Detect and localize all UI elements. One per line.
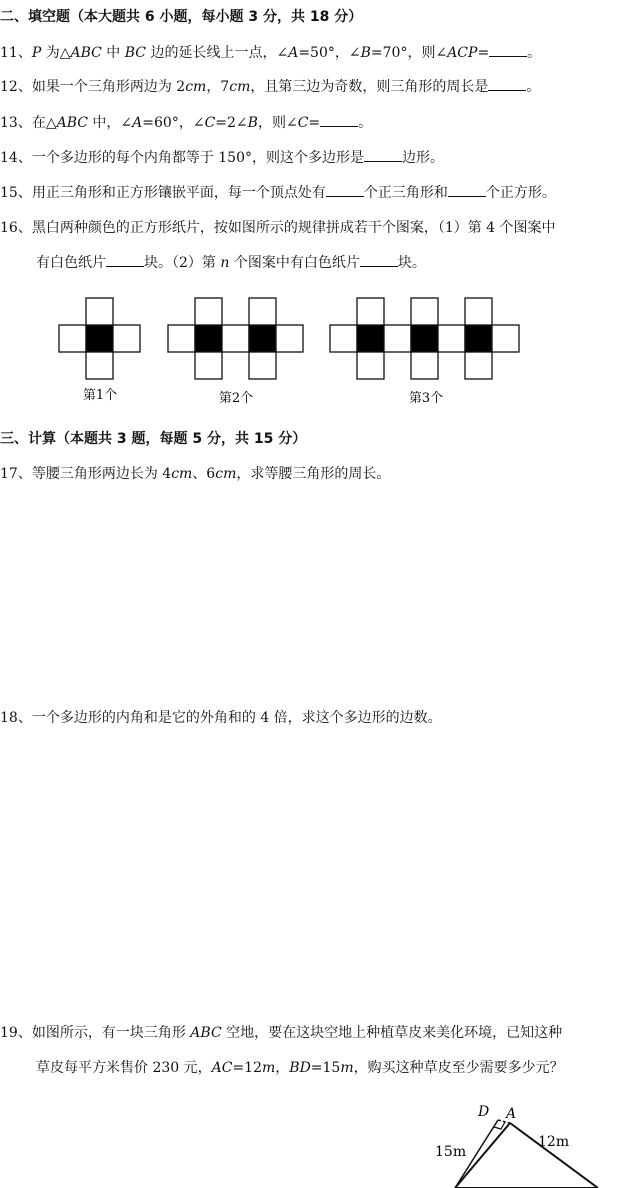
question-16-line1 <box>0 217 556 237</box>
white-tile <box>411 352 438 379</box>
black-tile <box>357 325 384 352</box>
white-tile <box>465 298 492 325</box>
figure-label-2: 第2个 <box>218 391 254 406</box>
white-tile <box>357 352 384 379</box>
pattern-figures <box>0 290 640 410</box>
question-16-line2 <box>36 252 426 272</box>
text: =12 <box>232 1060 262 1076</box>
question-12 <box>0 76 540 96</box>
text: ，求等腰三角形的周长。 <box>236 466 391 482</box>
text: ，且第三边为奇数，则三角形的周长是 <box>250 79 489 95</box>
unit-cm: cm <box>215 466 237 482</box>
text: =50°，∠ <box>298 45 361 61</box>
question-14 <box>0 147 444 167</box>
question-number: 19、 <box>0 1025 32 1041</box>
answer-blank[interactable] <box>320 114 358 127</box>
question-number: 14、 <box>0 150 32 166</box>
label-12m: 12m <box>538 1134 570 1150</box>
text: =2∠ <box>215 115 248 131</box>
pattern-figure-1 <box>59 298 140 379</box>
text: =60°，∠ <box>142 115 205 131</box>
white-tile <box>195 352 222 379</box>
text: 用正三角形和正方形镶嵌平面，每一个顶点处有 <box>31 185 326 201</box>
text: =70°，则∠ <box>370 45 448 61</box>
text: 有白色纸片 <box>36 255 106 271</box>
section2-heading: 二、填空题（本大题共 6 小题，每小题 3 分，共 18 分） <box>0 9 363 25</box>
unit-cm: cm <box>171 466 193 482</box>
text: 如果一个三角形两边为 2 <box>31 79 186 95</box>
white-tile <box>86 352 113 379</box>
white-tile <box>465 352 492 379</box>
text: ， <box>275 1060 290 1076</box>
text: 个图案中有白色纸片 <box>229 255 360 271</box>
var-c: C <box>297 115 309 131</box>
var-b: B <box>247 115 258 131</box>
text: 。 <box>526 79 541 95</box>
section3-heading: 三、计算（本题共 3 题，每题 5 分，共 15 分） <box>0 431 307 447</box>
figure-label-3: 第3个 <box>408 391 444 406</box>
question-17 <box>0 463 390 483</box>
answer-blank[interactable] <box>488 78 526 91</box>
black-tile <box>195 325 222 352</box>
text: 。 <box>527 45 542 61</box>
white-tile <box>59 325 86 352</box>
side-ac <box>510 1123 598 1188</box>
text: 如图所示，有一块三角形 <box>31 1025 191 1041</box>
text: 个正方形。 <box>485 185 556 201</box>
white-tile <box>438 325 465 352</box>
var-n: n <box>220 255 230 271</box>
white-tile <box>276 325 303 352</box>
text: =15 <box>310 1060 341 1076</box>
text: 为△ <box>41 45 71 61</box>
white-tile <box>411 298 438 325</box>
white-tile <box>113 325 140 352</box>
question-19-line2 <box>36 1057 564 1077</box>
white-tile <box>249 298 276 325</box>
text: ，则∠ <box>257 115 298 131</box>
pattern-figure-3 <box>330 298 519 379</box>
text: 空地，要在这块空地上种植草皮来美化环境，已知这种 <box>221 1025 563 1041</box>
question-number: 12、 <box>0 79 32 95</box>
var-b: B <box>360 45 371 61</box>
text: 边形。 <box>402 150 444 166</box>
text: 一个多边形的每个内角都等于 150°，则这个多边形是 <box>31 150 364 166</box>
answer-blank[interactable] <box>489 44 527 57</box>
white-tile <box>195 298 222 325</box>
white-tile <box>86 298 113 325</box>
var-ac: AC <box>211 1060 233 1076</box>
answer-blank[interactable] <box>448 184 486 197</box>
var-bd: BD <box>289 1060 311 1076</box>
question-13 <box>0 112 372 132</box>
question-19-line1 <box>0 1022 562 1042</box>
text: 。 <box>358 115 373 131</box>
var-bc: BC <box>124 45 147 61</box>
white-tile <box>249 352 276 379</box>
text: = <box>477 45 490 61</box>
unit-m: m <box>262 1060 276 1076</box>
text: 块。（2）第 <box>144 255 221 271</box>
answer-blank[interactable] <box>106 254 144 267</box>
text: = <box>308 115 321 131</box>
var-acp: ACP <box>447 45 478 61</box>
answer-blank[interactable] <box>326 184 364 197</box>
question-number: 11、 <box>0 45 32 61</box>
black-tile <box>465 325 492 352</box>
text: 块。 <box>397 255 426 271</box>
answer-blank[interactable] <box>360 254 398 267</box>
text: ，购买这种草皮至少需要多少元？ <box>353 1060 564 1076</box>
pattern-figure-2 <box>168 298 303 379</box>
white-tile <box>492 325 519 352</box>
var-abc: ABC <box>56 115 88 131</box>
white-tile <box>384 325 411 352</box>
var-a: A <box>288 45 299 61</box>
question-number: 13、 <box>0 115 32 131</box>
white-tile <box>357 298 384 325</box>
label-d: D <box>478 1104 490 1120</box>
text: 边的延长线上一点，∠ <box>146 45 289 61</box>
question-11 <box>0 42 541 62</box>
unit-cm: cm <box>185 79 207 95</box>
white-tile <box>330 325 357 352</box>
question-15 <box>0 182 556 202</box>
black-tile <box>249 325 276 352</box>
var-c: C <box>204 115 216 131</box>
text: 黑白两种颜色的正方形纸片，按如图所示的规律拼成若干个图案，（1）第 4 个图案中 <box>31 220 556 236</box>
question-18 <box>0 707 442 727</box>
label-a: A <box>506 1106 517 1122</box>
text: 个正三角形和 <box>363 185 448 201</box>
text: 草皮每平方米售价 230 元， <box>36 1060 212 1076</box>
question-number: 16、 <box>0 220 32 236</box>
text: 中 <box>101 45 125 61</box>
text: 中，∠ <box>87 115 133 131</box>
text: 、6 <box>192 466 216 482</box>
triangle-figure <box>420 1088 640 1188</box>
unit-m: m <box>340 1060 354 1076</box>
black-tile <box>86 325 113 352</box>
question-number: 15、 <box>0 185 32 201</box>
white-tile <box>222 325 249 352</box>
question-number: 17、 <box>0 466 32 482</box>
answer-blank[interactable] <box>364 149 402 162</box>
label-15m: 15m <box>435 1144 467 1160</box>
var-abc: ABC <box>190 1025 222 1041</box>
var-p: P <box>31 45 42 61</box>
figure-label-1: 第1个 <box>82 388 118 403</box>
text: 一个多边形的内角和是它的外角和的 4 倍，求这个多边形的边数。 <box>31 710 442 726</box>
question-number: 18、 <box>0 710 32 726</box>
text: 等腰三角形两边长为 4 <box>31 466 172 482</box>
var-abc: ABC <box>70 45 102 61</box>
text: ，7 <box>206 79 230 95</box>
text: 在△ <box>31 115 57 131</box>
black-tile <box>411 325 438 352</box>
var-a: A <box>132 115 143 131</box>
unit-cm: cm <box>229 79 251 95</box>
white-tile <box>168 325 195 352</box>
